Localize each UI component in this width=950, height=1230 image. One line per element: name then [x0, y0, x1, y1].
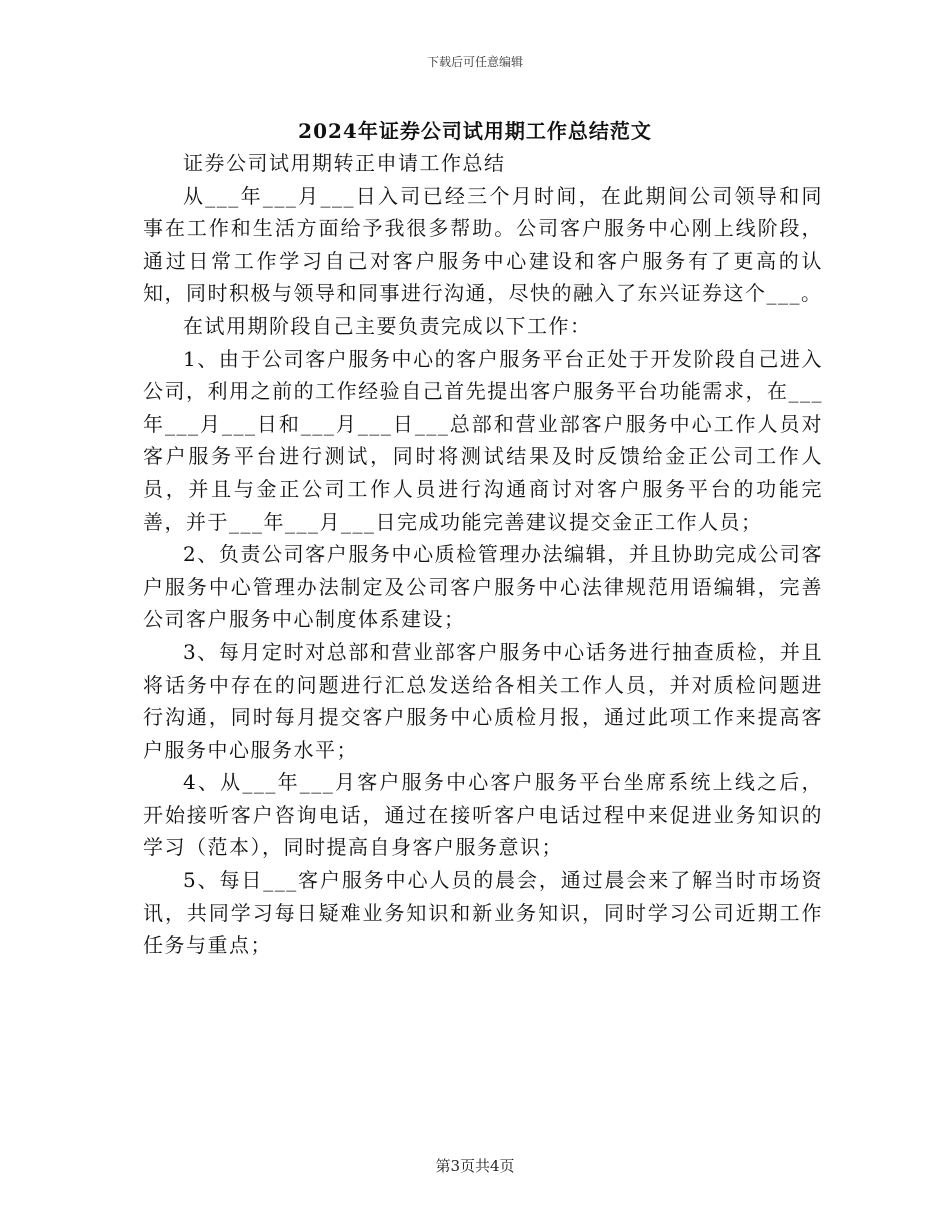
document-title: 2024年证券公司试用期工作总结范文 — [298, 119, 652, 143]
paragraph-item-5: 5、每日___客户服务中心人员的晨会，通过晨会来了解当时市场资讯，共同学习每日疑难业务知识和新业务知识，同时学习公司近期工作任务与重点； — [143, 868, 823, 958]
paragraph-item-2: 2、负责公司客户服务中心质检管理办法编辑，并且协助完成公司客户服务中心管理办法制定及公司客户服务中心法律规范用语编辑，完善公司客户服务中心制度体系建设； — [143, 542, 823, 632]
paragraph-item-3: 3、每月定时对总部和营业部客户服务中心话务进行抽查质检，并且将话务中存在的问题进行汇总发送给各相关工作人员，并对质检问题进行沟通，同时每月提交客户服务中心质检月报，通过此项工作来提高客户服务中心服务水平； — [143, 639, 823, 762]
paragraph-subtitle: 证券公司试用期转正申请工作总结 — [183, 151, 506, 175]
paragraph-work-summary-lead: 在试用期阶段自己主要负责完成以下工作： — [183, 313, 592, 338]
page-number: 第3页共4页 — [435, 1157, 515, 1175]
paragraph-item-4: 4、从___年___月客户服务中心客户服务平台坐席系统上线之后，开始接听客户咨询电话，通过在接听客户电话过程中来促进业务知识的学习（范本），同时提高自身客户服务意识； — [143, 770, 823, 860]
document-body — [143, 147, 823, 962]
page-header-note: 下载后可任意编辑 — [426, 55, 523, 69]
paragraph-intro: 从___年___月___日入司已经三个月时间，在此期间公司领导和同事在工作和生活方面给予我很多帮助。公司客户服务中心刚上线阶段，通过日常工作学习自己对客户服务中心建设和客户服务有了更高的认知，同时积极与领导和同事进行沟通，尽快的融入了东兴证券这个___。 — [143, 183, 823, 306]
paragraph-item-1: 1、由于公司客户服务中心的客户服务平台正处于开发阶段自己进入公司，利用之前的工作经验自己首先提出客户服务平台功能需求，在___年___月___日和___月___日___总部和营业部客户服务中心工作人员对客户服务平台进行测试，同时将测试结果及时反馈给金正公司工作人员，并且与金正公司工作人员进行沟通商讨对客户服务平台的功能完善，并于___年___月___日完成功能完善建议提交金正工作人员； — [143, 346, 823, 534]
